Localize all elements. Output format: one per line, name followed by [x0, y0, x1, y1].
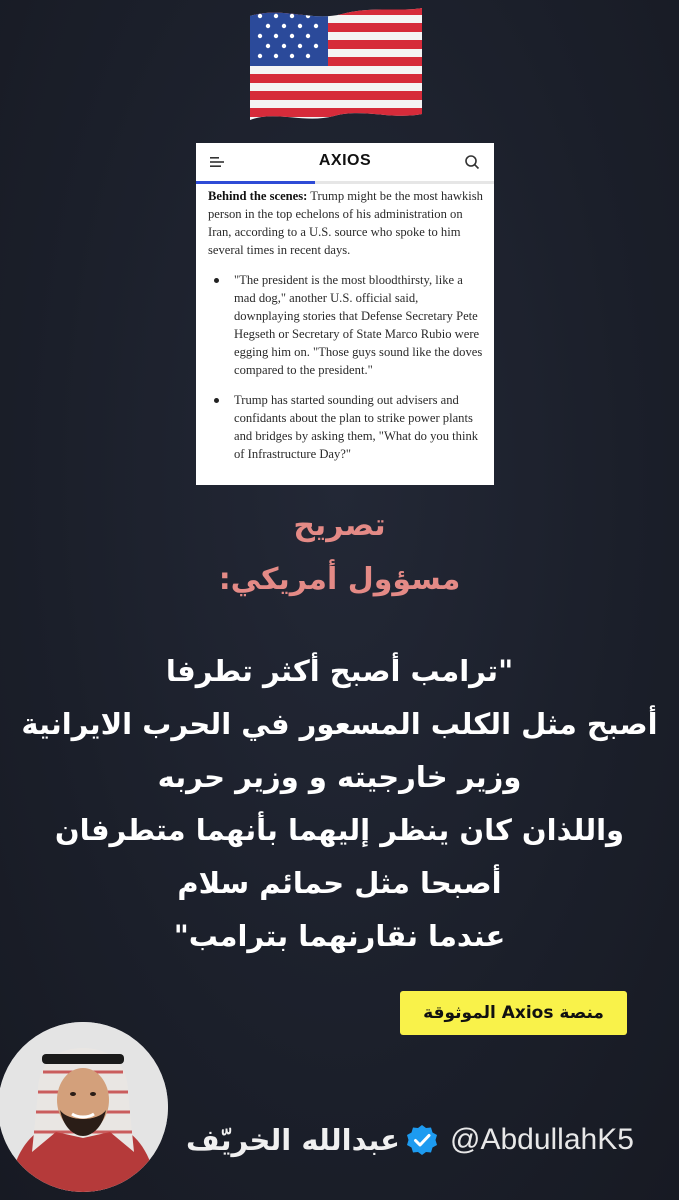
- statement-heading: تصريح: [293, 508, 386, 543]
- bullet-text: "The president is the most bloodthirsty, like a mad dog," another U.S. official said, downplaying stories that Defense Secretary Pete Hegseth or Secretary of State Marco Rubio were egging him on. "Those guys sound like the doves compared to the president.": [234, 273, 483, 377]
- reading-progress-fill: [196, 181, 315, 184]
- article-lead: [208, 187, 484, 259]
- quote-line: أصبح مثل الكلب المسعور في الحرب الايرانية: [21, 707, 658, 741]
- profile-name-row: [170, 1115, 670, 1165]
- source-badge: منصة Axios الموثوقة: [400, 991, 627, 1035]
- display-name[interactable]: عبدالله الخريّف: [186, 1123, 400, 1157]
- profile-handle[interactable]: @AbdullahK5: [450, 1123, 634, 1156]
- axios-article-screenshot: [196, 143, 494, 485]
- avatar-photo-icon: [0, 1022, 168, 1192]
- list-item: [208, 391, 484, 463]
- search-icon[interactable]: [464, 154, 480, 170]
- quote-line: أصبحا مثل حمائم سلام: [177, 866, 502, 900]
- quote-line: وزير خارجيته و وزير حربه: [157, 760, 522, 794]
- axios-logo[interactable]: AXIOS: [318, 152, 372, 169]
- axios-header: [196, 143, 494, 181]
- article-lead-text: Trump might be the most hawkish person in the top echelons of his administration on Iran, according to a U.S. source who spoke to him several times in recent days.: [208, 189, 483, 257]
- quote-line: "ترامب أصبح أكثر تطرفا: [165, 654, 514, 688]
- article-body: [208, 187, 484, 475]
- article-lead-bold: Behind the scenes:: [208, 189, 308, 203]
- verified-badge-icon: [406, 1124, 438, 1156]
- list-item: [208, 271, 484, 379]
- us-flag-icon: [242, 2, 428, 126]
- statement-subheading: مسؤول أمريكي:: [218, 562, 461, 597]
- bullet-text: Trump has started sounding out advisers and confidants about the plan to strike power plants and bridges by asking them, "What do you think of Infrastructure Day?": [234, 393, 479, 461]
- quote-block: [0, 645, 679, 963]
- quote-line: عندما نقارنهما بترامب": [173, 919, 506, 953]
- quote-line: واللذان كان ينظر إليهما بأنهما متطرفان: [54, 813, 625, 847]
- bullet-dot-icon: [214, 398, 219, 403]
- bullet-dot-icon: [214, 278, 219, 283]
- avatar[interactable]: [0, 1022, 168, 1192]
- reading-progress-bar: [196, 181, 494, 184]
